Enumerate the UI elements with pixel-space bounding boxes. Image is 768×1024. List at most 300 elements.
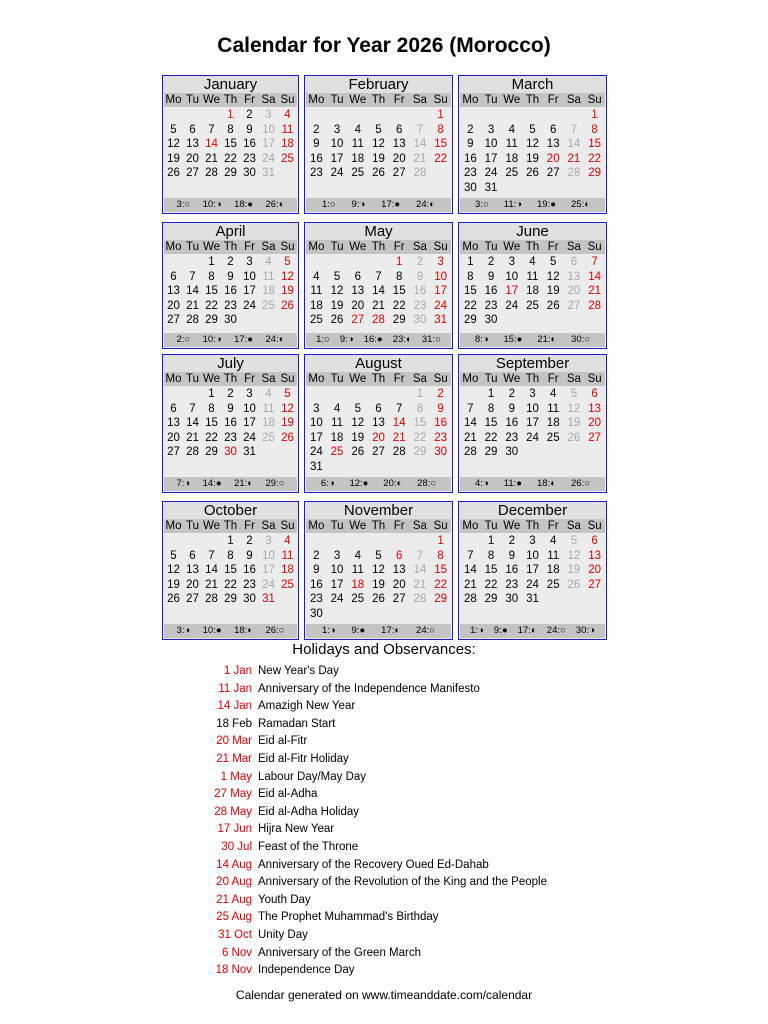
day-cell: 1 <box>227 109 234 121</box>
weekday-label: Tu <box>186 373 199 385</box>
moon-phase: 18:● <box>234 199 254 210</box>
day-cell: 8 <box>227 549 234 562</box>
moon-phase: 24:◐ <box>265 334 285 345</box>
empty-cell <box>306 387 327 402</box>
day-cell: 2 <box>437 388 444 400</box>
weekday-label: Mo <box>308 373 325 385</box>
day-cell: 26 <box>351 446 365 459</box>
day-cell: 2 <box>467 123 474 136</box>
day-cell: 18 <box>330 431 344 444</box>
weekday-label: Sa <box>412 241 427 253</box>
day-cell: 4 <box>284 535 291 547</box>
moon-phases <box>164 624 297 638</box>
holiday-name: Amazigh New Year <box>258 700 356 713</box>
day-cell: 31 <box>484 181 498 194</box>
moon-phase: 17:● <box>381 199 401 210</box>
weekday-label: Sa <box>412 373 427 385</box>
day-cell: 21 <box>463 578 477 591</box>
day-cell: 21 <box>186 299 199 312</box>
month-title: September <box>459 355 606 372</box>
day-cell: 7 <box>416 123 424 136</box>
day-cell: 29 <box>588 167 602 180</box>
holiday-name: Independence Day <box>258 964 355 977</box>
moon-phase: 24:○ <box>546 625 566 636</box>
day-cell: 18 <box>281 564 294 577</box>
holiday-date: 1 Jan <box>223 665 252 677</box>
day-cell: 14 <box>205 138 218 151</box>
day-cell: 9 <box>313 138 320 151</box>
month-february <box>304 75 453 214</box>
day-cell: 18 <box>546 564 560 577</box>
moon-phase: 3:○ <box>176 199 191 210</box>
day-cell: 14 <box>588 270 602 283</box>
weekday-label: Th <box>223 94 238 106</box>
weekday-label: Su <box>280 520 295 532</box>
day-cell: 17 <box>526 417 539 430</box>
day-cell: 7 <box>396 402 403 415</box>
empty-cell <box>522 108 543 123</box>
day-grid <box>306 534 451 622</box>
day-cell: 19 <box>167 578 180 591</box>
day-cell: 18 <box>262 417 275 430</box>
day-cell: 25 <box>281 578 294 591</box>
moon-phase: 17:◐ <box>381 625 401 636</box>
weekday-label: We <box>349 94 367 106</box>
day-cell: 27 <box>167 314 180 327</box>
weekday-label: Su <box>587 94 602 106</box>
day-grid <box>164 387 297 460</box>
moon-phase: 18:◐ <box>537 478 556 489</box>
holiday-row <box>180 962 680 980</box>
day-cell: 9 <box>246 549 253 562</box>
weekday-label: Fr <box>393 94 405 106</box>
empty-cell <box>368 387 389 402</box>
moon-phase: 29:○ <box>265 478 285 489</box>
moon-phase: 10:◑ <box>202 199 222 210</box>
day-cell: 27 <box>392 167 406 180</box>
day-cell: 16 <box>463 152 477 165</box>
day-cell: 3 <box>265 535 272 547</box>
day-cell: 10 <box>309 417 323 430</box>
day-cell: 14 <box>392 417 406 430</box>
day-cell: 16 <box>243 138 256 151</box>
day-cell: 23 <box>243 578 256 591</box>
day-cell: 13 <box>567 270 581 283</box>
day-cell: 18 <box>351 152 365 165</box>
day-cell: 21 <box>205 578 218 591</box>
weekday-label: Mo <box>165 94 182 106</box>
day-grid <box>306 387 451 475</box>
moon-phase: 9:● <box>493 625 508 636</box>
day-cell: 26 <box>567 431 581 444</box>
weekday-header <box>164 240 297 254</box>
moon-phase: 1:○ <box>321 199 336 210</box>
holiday-name: Feast of the Throne <box>258 840 359 853</box>
day-cell: 14 <box>413 564 427 577</box>
day-cell: 11 <box>547 402 560 415</box>
day-cell: 29 <box>484 593 498 606</box>
day-cell: 31 <box>262 167 275 180</box>
weekday-label: Tu <box>330 241 344 253</box>
day-cell: 2 <box>508 535 515 547</box>
day-cell: 3 <box>333 123 341 136</box>
page-title: Calendar for Year 2026 (Morocco) <box>217 34 551 57</box>
weekday-label: We <box>349 520 367 532</box>
day-cell: 15 <box>205 417 218 430</box>
empty-cell <box>306 255 327 270</box>
day-cell: 1 <box>487 535 495 547</box>
day-cell: 14 <box>186 285 199 298</box>
moon-phases <box>306 333 451 347</box>
day-cell: 30 <box>434 446 448 459</box>
month-title: March <box>459 76 606 93</box>
day-cell: 24 <box>330 167 344 180</box>
day-cell: 18 <box>351 578 365 591</box>
day-cell: 6 <box>396 549 403 562</box>
day-cell: 3 <box>529 388 536 400</box>
day-cell: 8 <box>487 549 495 562</box>
weekday-label: Th <box>223 241 238 253</box>
day-cell: 13 <box>546 138 560 151</box>
day-cell: 13 <box>588 402 602 415</box>
day-cell: 23 <box>243 152 256 165</box>
day-cell: 25 <box>262 431 275 444</box>
month-title: February <box>305 76 452 93</box>
day-cell: 12 <box>351 417 365 430</box>
weekday-label: Mo <box>165 520 182 532</box>
weekday-label: Fr <box>547 520 559 532</box>
day-cell: 3 <box>487 123 495 136</box>
weekday-header <box>306 372 451 386</box>
day-cell: 21 <box>588 285 602 298</box>
holiday-date: 6 Nov <box>221 946 252 959</box>
day-cell: 19 <box>167 152 180 165</box>
day-cell: 2 <box>246 109 253 121</box>
day-cell: 6 <box>591 535 598 547</box>
day-cell: 5 <box>333 270 341 283</box>
weekday-label: Th <box>371 373 386 385</box>
day-cell: 25 <box>309 314 323 327</box>
moon-phases <box>460 333 605 347</box>
day-cell: 29 <box>484 446 498 459</box>
month-march <box>458 75 607 214</box>
weekday-label: Th <box>525 241 540 253</box>
holiday-name: Anniversary of the Recovery Oued Ed-Dahab <box>258 858 489 871</box>
holiday-name: Eid al-Adha <box>258 788 318 801</box>
holiday-name: Eid al-Adha Holiday <box>258 805 360 818</box>
month-title: October <box>163 502 298 519</box>
empty-cell <box>460 387 481 402</box>
moon-phase: 11:● <box>503 478 522 489</box>
day-cell: 15 <box>588 138 602 151</box>
day-cell: 3 <box>437 256 444 268</box>
empty-cell <box>183 255 202 270</box>
empty-cell <box>368 255 389 270</box>
day-cell: 7 <box>591 256 598 268</box>
empty-cell <box>164 255 183 270</box>
day-cell: 6 <box>591 388 598 400</box>
day-cell: 28 <box>186 446 199 459</box>
weekday-label: Tu <box>330 373 344 385</box>
weekday-label: Sa <box>566 94 581 106</box>
month-title: January <box>163 76 298 93</box>
day-cell: 25 <box>546 578 560 591</box>
day-cell: 10 <box>434 270 448 283</box>
day-cell: 21 <box>186 431 199 444</box>
day-cell: 15 <box>205 285 218 298</box>
moon-phase: 10:● <box>202 625 222 636</box>
moon-phase: 23:◐ <box>392 334 412 345</box>
day-cell: 22 <box>434 578 448 591</box>
empty-cell <box>564 108 585 123</box>
moon-phase: 30:◑ <box>575 625 595 636</box>
day-grid <box>164 255 297 328</box>
day-grid <box>164 108 297 181</box>
holiday-date: 31 Oct <box>218 928 252 941</box>
holiday-date: 30 Jul <box>221 840 252 853</box>
weekday-label: Tu <box>484 373 498 385</box>
day-cell: 9 <box>467 138 474 151</box>
day-cell: 15 <box>484 417 498 430</box>
day-grid <box>164 534 297 607</box>
weekday-label: Su <box>587 241 602 253</box>
month-title: June <box>459 223 606 240</box>
footer-credit: Calendar generated on www.timeanddate.com/calendar <box>235 988 533 1002</box>
day-cell: 4 <box>313 270 320 283</box>
month-title: May <box>305 223 452 240</box>
holiday-date: 21 Mar <box>216 752 252 765</box>
day-cell: 9 <box>487 270 495 283</box>
month-september <box>458 354 607 493</box>
day-cell: 29 <box>224 167 237 180</box>
empty-cell <box>368 534 389 549</box>
weekday-label: Tu <box>484 520 498 532</box>
day-cell: 11 <box>281 549 294 562</box>
day-cell: 16 <box>505 417 519 430</box>
weekday-label: Fr <box>244 241 255 253</box>
day-cell: 5 <box>570 535 578 547</box>
day-cell: 1 <box>208 388 215 400</box>
day-cell: 23 <box>413 299 427 312</box>
empty-cell <box>410 534 431 549</box>
weekday-label: Mo <box>308 94 325 106</box>
day-cell: 22 <box>413 431 427 444</box>
day-cell: 5 <box>529 123 536 136</box>
day-cell: 25 <box>351 593 365 606</box>
day-cell: 24 <box>243 431 256 444</box>
empty-cell <box>183 534 202 549</box>
moon-phase: 26:◐ <box>265 199 285 210</box>
holiday-date: 20 Mar <box>216 735 252 748</box>
day-cell: 30 <box>243 593 256 606</box>
day-cell: 19 <box>351 431 365 444</box>
empty-cell <box>164 387 183 402</box>
day-cell: 8 <box>208 402 215 415</box>
day-cell: 10 <box>526 402 539 415</box>
weekday-header <box>306 519 451 533</box>
day-cell: 25 <box>330 446 344 459</box>
day-cell: 16 <box>309 152 323 165</box>
day-cell: 22 <box>484 431 498 444</box>
weekday-label: Sa <box>412 520 427 532</box>
day-cell: 2 <box>246 535 253 547</box>
day-cell: 27 <box>351 314 365 327</box>
empty-cell <box>410 108 431 123</box>
weekday-label: Sa <box>261 520 276 532</box>
day-cell: 16 <box>224 285 237 298</box>
day-cell: 10 <box>243 402 256 415</box>
day-cell: 4 <box>265 388 272 400</box>
day-cell: 29 <box>205 314 218 327</box>
day-grid <box>306 108 451 181</box>
day-cell: 17 <box>262 564 275 577</box>
day-cell: 18 <box>262 285 275 298</box>
day-cell: 22 <box>205 299 218 312</box>
day-cell: 4 <box>508 123 515 136</box>
holiday-date: 21 Aug <box>216 893 252 906</box>
day-cell: 19 <box>372 152 385 165</box>
weekday-label: Th <box>525 520 540 532</box>
weekday-label: Th <box>371 241 386 253</box>
day-cell: 13 <box>167 285 180 298</box>
day-cell: 23 <box>309 167 323 180</box>
weekday-label: Fr <box>393 373 405 385</box>
weekday-label: Su <box>280 94 295 106</box>
moon-phase: 8:◑ <box>474 334 489 345</box>
weekday-label: Su <box>433 241 448 253</box>
empty-cell <box>389 108 410 123</box>
day-cell: 21 <box>392 431 406 444</box>
empty-cell <box>460 534 481 549</box>
weekday-header <box>164 372 297 386</box>
day-cell: 27 <box>546 167 560 180</box>
day-cell: 30 <box>224 314 237 327</box>
weekday-label: Su <box>433 94 448 106</box>
day-cell: 5 <box>170 549 177 562</box>
day-cell: 22 <box>463 299 477 312</box>
day-cell: 10 <box>262 549 275 562</box>
moon-phases <box>164 333 297 347</box>
weekday-label: Sa <box>566 520 581 532</box>
day-cell: 17 <box>330 152 344 165</box>
month-december <box>458 501 607 640</box>
day-cell: 1 <box>396 256 403 268</box>
day-cell: 19 <box>526 152 539 165</box>
day-cell: 30 <box>463 181 477 194</box>
weekday-label: Tu <box>330 520 344 532</box>
month-january <box>162 75 299 214</box>
day-cell: 2 <box>313 549 320 562</box>
day-cell: 2 <box>227 388 234 400</box>
moon-phase: 1:○ <box>316 334 330 345</box>
day-cell: 20 <box>546 152 560 165</box>
day-cell: 5 <box>284 256 291 268</box>
day-cell: 25 <box>281 152 294 165</box>
holiday-row <box>180 909 680 927</box>
day-grid <box>460 534 605 607</box>
day-cell: 8 <box>487 402 495 415</box>
moon-phase: 2:○ <box>176 334 191 345</box>
day-cell: 20 <box>351 299 365 312</box>
empty-cell <box>347 108 368 123</box>
holiday-row <box>180 892 680 910</box>
day-cell: 4 <box>284 109 291 121</box>
day-cell: 24 <box>309 446 323 459</box>
holiday-row <box>180 733 680 751</box>
day-cell: 12 <box>567 549 581 562</box>
day-cell: 18 <box>526 285 539 298</box>
moon-phase: 31:○ <box>421 334 441 345</box>
day-cell: 12 <box>281 270 294 283</box>
moon-phase: 17:● <box>234 334 254 345</box>
empty-cell <box>389 387 410 402</box>
day-cell: 20 <box>186 152 199 165</box>
moon-phase: 14:● <box>202 478 222 489</box>
weekday-label: Fr <box>244 520 255 532</box>
day-cell: 28 <box>186 314 199 327</box>
weekday-label: Mo <box>165 373 182 385</box>
day-cell: 19 <box>372 578 385 591</box>
moon-phase: 15:● <box>503 334 523 345</box>
day-cell: 26 <box>167 593 180 606</box>
day-cell: 24 <box>484 167 498 180</box>
holiday-date: 14 Aug <box>216 858 252 871</box>
day-cell: 26 <box>372 167 385 180</box>
moon-phase: 9:◑ <box>339 334 354 345</box>
day-cell: 9 <box>437 402 444 415</box>
day-cell: 17 <box>262 138 275 151</box>
weekday-label: Fr <box>393 241 405 253</box>
weekday-label: We <box>202 373 221 385</box>
moon-phase: 26:○ <box>265 625 285 636</box>
day-cell: 12 <box>167 564 180 577</box>
day-cell: 17 <box>505 285 519 298</box>
day-cell: 9 <box>227 402 234 415</box>
day-cell: 25 <box>505 167 519 180</box>
day-cell: 22 <box>434 152 448 165</box>
day-cell: 19 <box>567 564 581 577</box>
day-cell: 10 <box>330 138 344 151</box>
day-cell: 26 <box>167 167 180 180</box>
empty-cell <box>347 534 368 549</box>
day-cell: 10 <box>330 564 344 577</box>
weekday-label: Fr <box>547 94 559 106</box>
day-cell: 9 <box>227 270 234 283</box>
day-cell: 12 <box>526 138 539 151</box>
day-cell: 1 <box>437 535 444 547</box>
day-cell: 31 <box>526 593 539 606</box>
weekday-header <box>460 519 605 533</box>
moon-phase: 17:◐ <box>517 625 537 636</box>
holiday-date: 14 Jan <box>217 700 252 713</box>
day-cell: 30 <box>484 314 498 327</box>
day-cell: 8 <box>227 123 234 136</box>
day-cell: 11 <box>505 138 518 151</box>
day-cell: 20 <box>392 578 406 591</box>
empty-cell <box>306 108 327 123</box>
day-cell: 14 <box>205 564 218 577</box>
weekday-label: Th <box>223 373 238 385</box>
day-cell: 28 <box>588 299 602 312</box>
day-cell: 5 <box>570 388 578 400</box>
moon-phase: 25:◐ <box>571 199 590 210</box>
day-cell: 15 <box>224 138 237 151</box>
empty-cell <box>327 387 348 402</box>
day-cell: 15 <box>224 564 237 577</box>
moon-phase: 3:◑ <box>176 625 191 636</box>
day-cell: 19 <box>567 417 581 430</box>
day-cell: 16 <box>434 417 448 430</box>
